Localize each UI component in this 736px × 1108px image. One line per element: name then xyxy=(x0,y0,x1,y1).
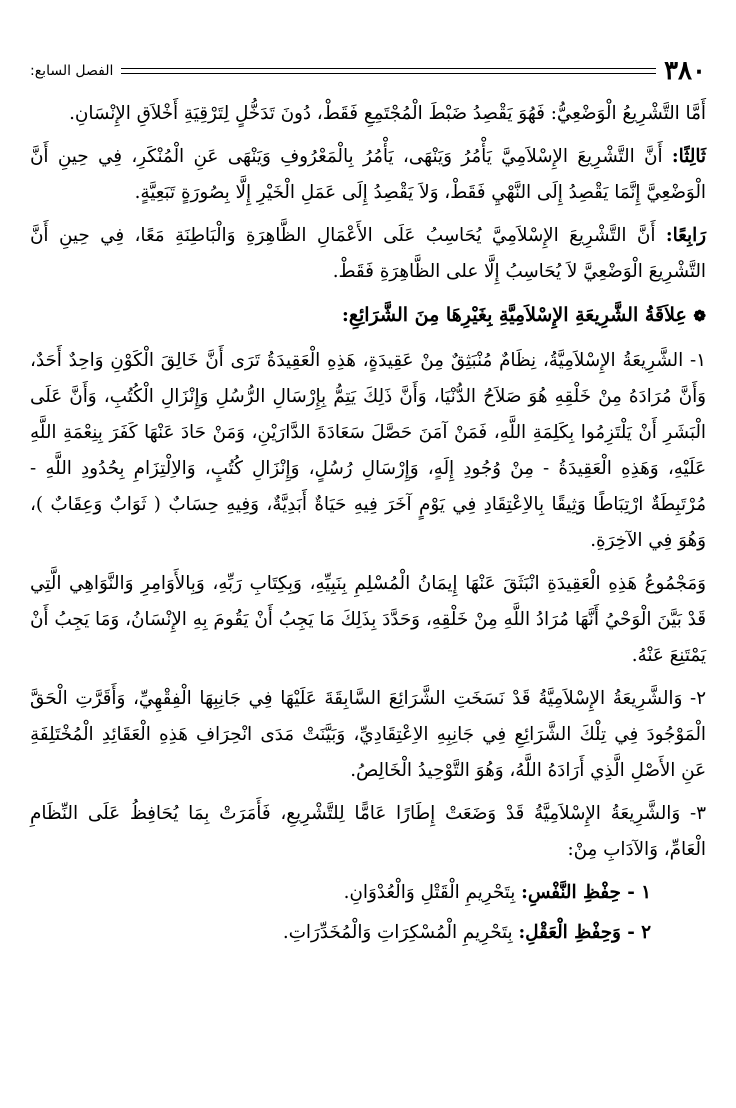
paragraph-creed: وَمَجْمُوعُ هَذِهِ الْعَقِيدَةِ انْبَثَقَ عَنْهَا إِيمَانُ الْمُسْلِمِ بِنَبِيِّهِ، وَبِكِتَابِ رَبِّهِ، وَبِالأَوَامِرِ وَالنَّوَاهِي الَّتِي قَدْ بَيَّنَ الْوَحْيُ أَنَّهَا مُرَادُ اللَّهِ مِنْ خَلْقِهِ، وَحَدَّدَ بِذَلِكَ مَا يَجِبُ أَنْ يَقُومَ بِهِ الإِنْسَانُ، وَمَا يَجِبُ أَنْ يَمْتَنِعَ عَنْهُ. xyxy=(30,573,706,666)
page-number: ٣٨٠ xyxy=(664,56,706,86)
section-heading-text: عِلاَقَةُ الشَّرِيعَةِ الإِسْلاَمِيَّةِ بِغَيْرِهَا مِنَ الشَّرَائِعِ: xyxy=(341,304,687,326)
page-body xyxy=(30,96,706,955)
paragraph-thirdly xyxy=(30,139,706,211)
paragraph-point-2: ٢- وَالشَّرِيعَةُ الإِسْلاَمِيَّةُ قَدْ نَسَخَتِ الشَّرَائِعَ السَّابِقَةَ عَلَيْهَا فِي جَانِبِهَا الْفِقْهِيِّ، وَأَقَرَّتِ الْحَقَّ الْمَوْجُودَ فِي تِلْكَ الشَّرَائِعِ فِي جَانِبِهِ الاِعْتِقَادِيِّ، وَبَيَّنَتْ مَدَى انْحِرَافِ هَذِهِ الْعَقَائِدِ الْمُخْتَلِفَةِ عَنِ الأَصْلِ الَّذِي أَرَادَهُ اللَّهُ، وَهُوَ التَّوْحِيدُ الْخَالِصُ. xyxy=(30,688,706,781)
paragraph-point-3: ٣- وَالشَّرِيعَةُ الإِسْلاَمِيَّةُ قَدْ وَضَعَتْ إِطَارًا عَامًّا لِلتَّشْرِيعِ، فَأَمَرَتْ بِمَا يُحَافِظُ عَلَى النِّظَامِ الْعَامِّ، وَالآدَابِ مِنْ: xyxy=(30,803,706,860)
section-heading xyxy=(30,297,706,334)
chapter-title: الفصل السابع: xyxy=(30,63,114,79)
paragraph-thirdly-label: ثَالِثًا: xyxy=(671,146,706,167)
list-item xyxy=(30,915,706,951)
header-rule xyxy=(121,68,656,74)
flower-icon: ❁ xyxy=(693,307,706,325)
list-item-text: بِتَحْرِيمِ الْقَتْلِ وَالْعُدْوَانِ. xyxy=(343,882,522,903)
running-header xyxy=(30,56,706,86)
paragraph-point-1: ١- الشَّرِيعَةُ الإِسْلاَمِيَّةُ، نِظَامٌ مُنْبَثِقٌ مِنْ عَقِيدَةٍ، هَذِهِ الْعَقِيدَةُ تَرَى أَنَّ خَالِقَ الْكَوْنِ وَاحِدٌ أَحَدٌ، وَأَنَّ مُرَادَهُ مِنْ خَلْقِهِ هُوَ صَلاَحُ الدُّنْيَا، وَأَنَّ ذَلِكَ يَتِمُّ بِإِرْسَالِ الرُّسُلِ وَإِنْزَالِ الْكُتُبِ، وَأَنَّ عَلَى الْبَشَرِ أَنْ يَلْتَزِمُوا بِكَلِمَةِ اللَّهِ، فَمَنْ آمَنَ حَصَّلَ سَعَادَةَ الدَّارَيْنِ، وَمَنْ حَادَ عَنْهَا كَفَرَ بِنِعْمَةِ اللَّهِ عَلَيْهِ، وَهَذِهِ الْعَقِيدَةُ - مِنْ وُجُودِ إِلَهٍ، وَإِرْسَالِ رُسُلٍ، وَإِنْزَالِ كُتُبٍ، وَالاِلْتِزَامِ بِحُدُودِ اللَّهِ - مُرْتَبِطَةٌ ارْتِبَاطًا وَثِيقًا بِالاِعْتِقَادِ فِي يَوْمٍ آخَرَ فِيهِ حَيَاةٌ أَبَدِيَّةٌ، وَفِيهِ حِسَابٌ ( ثَوَابٌ وَعِقَابٌ )، وَهُوَ فِي الآخِرَةِ. xyxy=(30,350,706,551)
paragraph-fourthly-text: أَنَّ التَّشْرِيعَ الإِسْلاَمِيَّ يُحَاسِبُ عَلَى الأَعْمَالِ الظَّاهِرَةِ وَالْبَاطِنَةِ مَعًا، فِي حِينِ أَنَّ التَّشْرِيعَ الْوَضْعِيَّ لاَ يُحَاسِبُ إِلَّا على الظَّاهِرَةِ فَقَطْ. xyxy=(30,225,706,282)
list-item-label: ٢ - وَحِفْظِ الْعَقْلِ: xyxy=(518,922,651,943)
paragraph-fourthly-label: رَابِعًا: xyxy=(665,225,706,246)
paragraph-1: أَمَّا التَّشْرِيعُ الْوَضْعِيُّ: فَهُوَ يَقْصِدُ ضَبْطَ الْمُجْتَمِعِ فَقَطْ، دُونَ تَدَخُّلٍ لِتَرْقِيَةِ أَخْلاَقِ الإِنْسَانِ. xyxy=(69,103,706,124)
paragraph-fourthly xyxy=(30,218,706,290)
list-item xyxy=(30,875,706,911)
list-item-text: بِتَحْرِيمِ الْمُسْكِرَاتِ وَالْمُخَدِّرَاتِ. xyxy=(282,922,519,943)
list-item-label: ١ - حِفْظِ النَّفْسِ: xyxy=(521,882,651,903)
paragraph-thirdly-text: أَنَّ التَّشْرِيعَ الإِسْلاَمِيَّ يَأْمُرُ وَيَنْهَى، يَأْمُرُ بِالْمَعْرُوفِ وَيَنْهَى عَنِ الْمُنْكَرِ، فِي حِينِ أَنَّ الْوَضْعِيَّ إِنَّمَا يَقْصِدُ إِلَى النَّهْيِ فَقَطْ، وَلاَ يَقْصِدُ إِلَى عَمَلِ الْخَيْرِ إِلَّا بِصُورَةٍ تَبَعِيَّةٍ. xyxy=(30,146,706,203)
